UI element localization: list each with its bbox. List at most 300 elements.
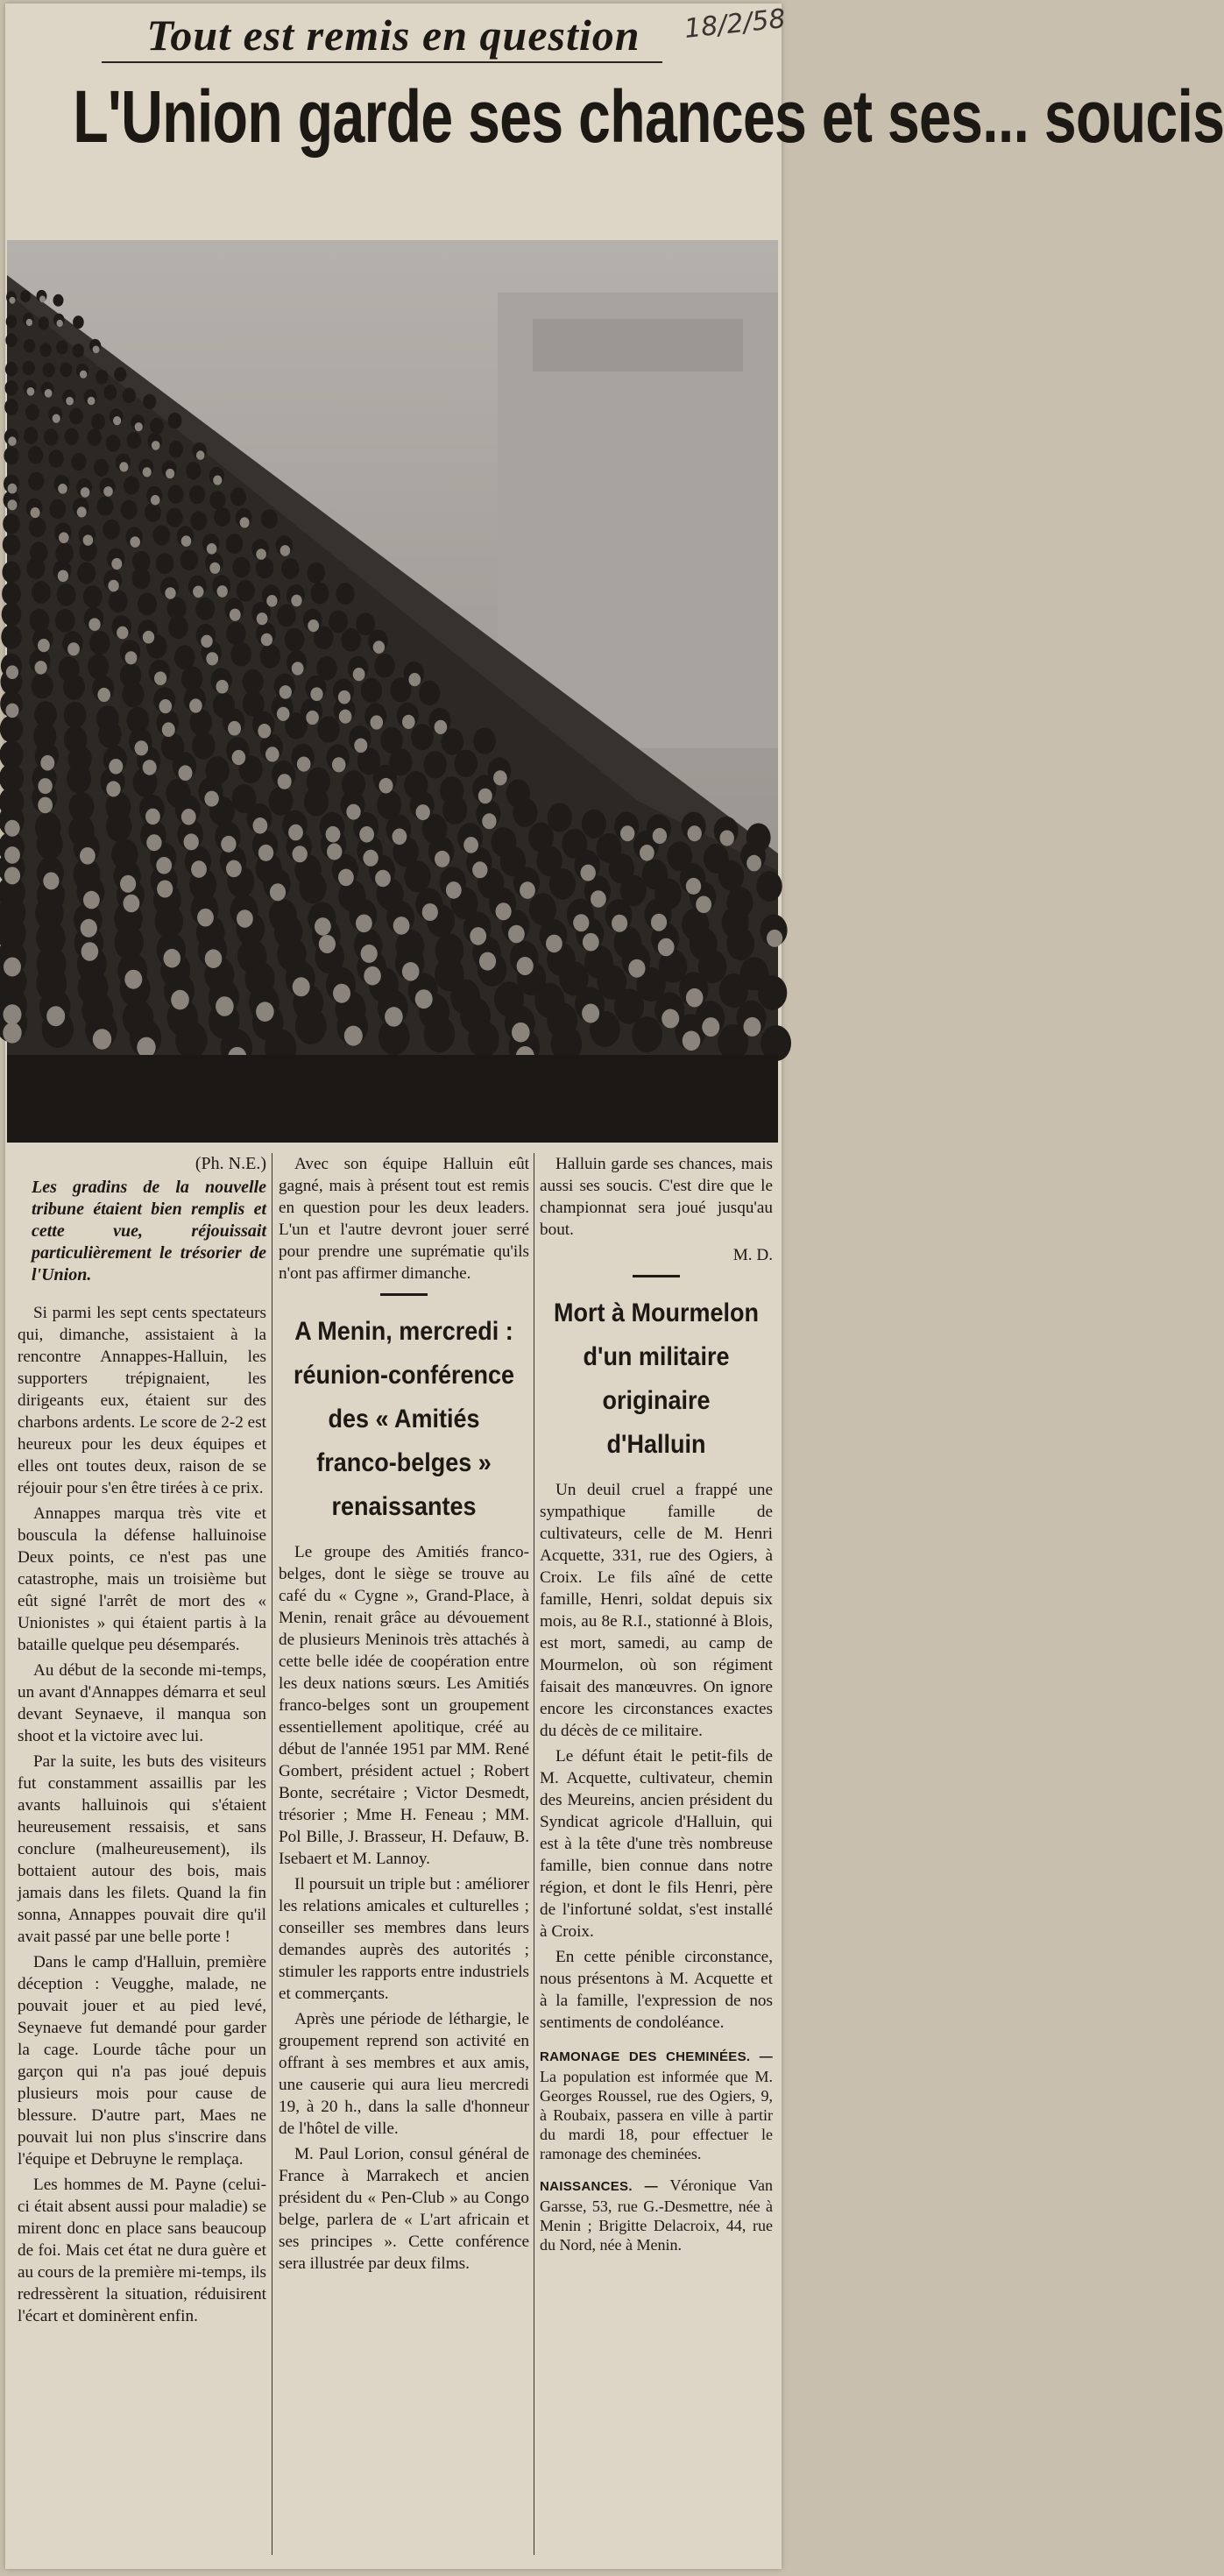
crowd-head xyxy=(98,721,121,748)
crowd-head xyxy=(94,459,109,477)
crowd-face xyxy=(113,416,121,425)
crowd-head xyxy=(138,593,157,616)
crowd-head xyxy=(23,361,35,376)
mourmelon-paragraph: Un deuil cruel a frappé une sympathique famille de cultivateurs, celle de M. Henri Acquette, 331, rue des Ogiers, à Croix. Le fils aîné de cette famille, Henri, soldat depuis six mois, au 8e R.I., stationné à Blois, est mort, samedi, au camp de Mourmelon, où son régiment faisait des manœuvres. On ignore encore les circonstances exactes du décès de ce militaire. xyxy=(540,1481,773,1740)
crowd-face xyxy=(109,759,123,775)
crowd-face xyxy=(66,397,74,406)
crowd-head xyxy=(150,418,164,435)
crowd-face xyxy=(152,441,160,450)
crowd-face xyxy=(573,914,589,931)
crowd-face xyxy=(10,297,16,304)
crowd-head xyxy=(281,558,299,579)
crowd-face xyxy=(196,450,205,460)
crowd-face xyxy=(353,668,365,681)
crowd-head xyxy=(336,583,355,605)
crowd-face xyxy=(371,715,384,729)
crowd-face xyxy=(746,855,761,872)
crowd-head xyxy=(3,534,20,556)
crowd-face xyxy=(683,1031,701,1051)
crowd-face xyxy=(375,870,391,888)
crowd-head xyxy=(285,628,305,652)
crowd-head xyxy=(374,654,394,678)
crowd-face xyxy=(288,824,303,841)
crowd-face xyxy=(6,665,18,679)
crowd-face xyxy=(496,902,512,920)
crowd-head xyxy=(29,517,46,537)
crowd-head xyxy=(4,447,18,464)
crowd-face xyxy=(124,970,142,989)
crowd-face xyxy=(216,680,229,694)
crowd-face xyxy=(58,484,67,494)
crowd-head xyxy=(719,973,748,1008)
crowd-head xyxy=(73,343,84,357)
crowd-face xyxy=(338,690,350,704)
crowd-face xyxy=(326,826,341,843)
notice-text: Véronique Van Garsse, 53, rue G.-Desmettre, née à Menin ; Brigitte Delacroix, 44, rue du Nord, née à Menin. xyxy=(540,2176,773,2254)
crowd-face xyxy=(26,319,32,326)
menin-paragraph: Il poursuit un triple but : améliorer les relations amicales et culturelles ; conseiller ses membres dans leurs demandes auprès des autorités ; stimuler les rapports entre industriels et commerçants. xyxy=(279,1875,529,2003)
notice-naissances xyxy=(540,2176,773,2254)
crowd-face xyxy=(181,809,196,825)
crowd-face xyxy=(4,958,21,977)
crowd-face xyxy=(4,846,20,864)
crowd-face xyxy=(338,869,354,887)
crowd-face xyxy=(232,750,246,765)
crowd-head xyxy=(237,580,255,602)
crowd-face xyxy=(332,757,346,772)
crowd-face xyxy=(209,563,220,574)
article-paragraph: Dans le camp d'Halluin, première déception : Veugghe, malade, ne pouvait jouer et au pied levé, Seynaeve fut demandé pour garder la cage. Lourde tâche pour un garçon qui n'a pas joué depuis plusieurs mois pour cause de blessure. D'autre part, Maes ne pouvait lui non plus s'inscrire dans l'équipe et Debruyne le remplaça. xyxy=(18,1953,266,2169)
crowd-face xyxy=(306,711,319,725)
crowd-head xyxy=(63,674,85,699)
crowd-head xyxy=(424,1016,456,1052)
crowd-face xyxy=(39,296,46,303)
crowd-head xyxy=(424,751,447,778)
crowd-face xyxy=(435,851,449,867)
article-signature: M. D. xyxy=(732,1246,773,1264)
crowd-face xyxy=(230,609,241,621)
crowd-face xyxy=(257,612,268,625)
crowd-head xyxy=(256,557,273,578)
crowd-head xyxy=(718,860,744,891)
crowd-face xyxy=(193,586,203,598)
crowd-face xyxy=(120,875,136,893)
crowd-face xyxy=(146,834,161,851)
crowd-head xyxy=(53,294,64,307)
crowd-face xyxy=(277,707,290,721)
crowd-face xyxy=(135,422,143,431)
crowd-face xyxy=(292,662,304,675)
mourmelon-heading: Mort à Mourmelon d'un militaire originaire d'Halluin xyxy=(554,1299,759,1459)
crowd-face xyxy=(125,651,138,664)
crowd-head xyxy=(24,427,38,443)
crowd-face xyxy=(261,633,272,647)
crowd-head xyxy=(214,507,230,527)
crowd-face xyxy=(581,865,596,881)
crowd-face xyxy=(686,878,701,895)
crowd-head xyxy=(169,441,183,457)
crowd-head xyxy=(549,868,576,900)
crowd-face xyxy=(628,959,645,978)
crowd-face xyxy=(159,699,173,713)
crowd-face xyxy=(583,933,599,952)
crowd-head xyxy=(442,796,467,824)
notice-text: La population est informée que M. Georges Roussel, rue des Ogiers, 9, à Roubaix, passera en ville à partir du mardi 18, pour effectuer le ramonage des cheminées. xyxy=(540,2068,773,2162)
crowd-head xyxy=(405,861,431,893)
crowd-head xyxy=(5,362,18,377)
crowd-head xyxy=(121,500,138,520)
crowd-face xyxy=(363,850,378,867)
crowd-head xyxy=(28,446,43,464)
kicker-underline xyxy=(102,61,662,63)
crowd-face xyxy=(154,671,166,685)
crowd-face xyxy=(143,631,154,644)
crowd-face xyxy=(435,720,448,734)
crowd-head xyxy=(192,732,215,760)
crowd-head xyxy=(726,928,754,960)
crowd-face xyxy=(256,1001,274,1022)
crowd-face xyxy=(379,778,393,794)
crowd-face xyxy=(696,896,711,914)
crowd-face xyxy=(346,804,360,820)
crowd-face xyxy=(8,484,18,494)
crowd-face xyxy=(189,698,202,712)
crowd-head xyxy=(106,435,120,451)
crowd-face xyxy=(582,1004,599,1023)
crowd-head xyxy=(419,681,440,705)
crowd-face xyxy=(67,642,80,655)
crowd-face xyxy=(253,817,268,834)
crowd-face xyxy=(162,722,175,737)
crowd-head xyxy=(411,724,434,750)
crowd-face xyxy=(80,847,96,865)
notice-ramonage xyxy=(540,2046,773,2163)
crowd-face xyxy=(310,687,322,701)
crowd-illustration xyxy=(7,240,778,1143)
crowd-face xyxy=(88,618,100,631)
crowd-head xyxy=(103,385,117,400)
article-paragraph: Par la suite, les buts des visiteurs fut constamment assaillis par les avants halluinois qui s'étaient heureusement ressaisis, et sans conclure (malheureusement), ils bottaient autour des bois, mais jamais dans les filets. Quand la fin sonna, Annappes pouvait dire qu'il avait passé par une belle porte ! xyxy=(18,1752,266,1946)
crowd-face xyxy=(81,919,97,938)
crowd-face xyxy=(88,397,96,406)
crowd-face xyxy=(315,917,331,936)
crowd-head xyxy=(261,509,278,528)
crowd-head xyxy=(69,408,83,425)
crowd-face xyxy=(512,1023,530,1043)
crowd-head xyxy=(582,810,606,839)
crowd-head xyxy=(77,563,96,584)
crowd-face xyxy=(4,820,19,837)
crowd-face xyxy=(145,809,160,825)
crowd-head xyxy=(44,428,58,445)
column-middle xyxy=(279,1153,529,2278)
crowd-head xyxy=(132,568,151,590)
notice-label: RAMONAGE DES CHEMINÉES. — xyxy=(540,2049,773,2064)
crowd-head xyxy=(145,503,161,522)
crowd-face xyxy=(472,861,487,878)
crowd-head xyxy=(89,631,110,655)
crowd-face xyxy=(408,673,421,686)
crowd-face xyxy=(171,990,189,1010)
crowd-face xyxy=(402,962,420,981)
crowd-face xyxy=(213,476,222,485)
crowd-head xyxy=(2,603,22,626)
crowd-head xyxy=(341,628,361,652)
crowd-head xyxy=(127,432,141,449)
crowd-head xyxy=(123,388,136,404)
crowd-face xyxy=(57,320,63,327)
column-left xyxy=(18,1153,266,2331)
crowd-face xyxy=(4,867,20,884)
crowd-head xyxy=(361,678,382,703)
photo-credit: (Ph. N.E.) xyxy=(195,1154,266,1173)
crowd-head xyxy=(175,1022,207,1059)
stadium-crowd-photo xyxy=(7,240,778,1143)
crowd-head xyxy=(103,520,120,540)
crowd-head xyxy=(455,750,478,777)
crowd-head xyxy=(37,829,63,860)
crowd-head xyxy=(226,622,246,646)
crowd-face xyxy=(339,710,352,724)
section-rule xyxy=(633,1275,680,1277)
crowd-face xyxy=(478,789,492,804)
crowd-head xyxy=(38,316,49,329)
crowd-face xyxy=(416,804,430,820)
crowd-face xyxy=(108,580,118,592)
crowd-face xyxy=(111,558,122,570)
crowd-head xyxy=(190,709,213,735)
crowd-head xyxy=(4,399,18,415)
crowd-head xyxy=(226,534,244,554)
crowd-head xyxy=(3,513,20,534)
article-paragraph: Halluin garde ses chances, mais aussi ses soucis. C'est dire que le championnat sera joué jusqu'au bout. xyxy=(540,1155,773,1239)
crowd-head xyxy=(3,562,21,584)
crowd-face xyxy=(157,881,173,898)
crowd-face xyxy=(46,1006,65,1026)
crowd-face xyxy=(197,909,214,927)
crowd-head xyxy=(83,585,103,608)
crowd-face xyxy=(364,966,381,986)
crowd-head xyxy=(60,363,72,378)
photo-caption: Les gradins de la nouvelle tribune étaient bien remplis et cette vue, réjouissait particulièrement le trésorier de l'Union. xyxy=(32,1178,266,1284)
crowd-face xyxy=(8,436,17,446)
crowd-head xyxy=(26,557,45,579)
crowd-face xyxy=(280,545,291,556)
crowd-head xyxy=(548,803,572,832)
crowd-face xyxy=(612,915,627,932)
crowd-face xyxy=(184,833,199,850)
crowd-face xyxy=(83,891,100,909)
crowd-face xyxy=(297,757,311,772)
crowd-head xyxy=(55,609,75,633)
crowd-face xyxy=(344,1026,363,1046)
crowd-head xyxy=(28,472,44,491)
crowd-face xyxy=(373,640,385,654)
crowd-face xyxy=(38,797,53,814)
crowd-face xyxy=(688,825,702,841)
crowd-face xyxy=(166,469,174,478)
menin-paragraph: M. Paul Lorion, consul général de France à Marrakech et ancien président du « Pen-Club » au Congo belge, parlera de « L'art africain et ses principes ». Cette conférence sera illustrée par deux films. xyxy=(279,2145,529,2273)
crowd-head xyxy=(91,414,105,430)
menin-heading: A Menin, mercredi : réunion-conférence des « Amitiés franco-belges » renaissantes xyxy=(293,1317,515,1521)
crowd-head xyxy=(473,728,496,754)
crowd-head xyxy=(56,341,67,355)
crowd-face xyxy=(4,1004,22,1024)
crowd-head xyxy=(96,370,108,385)
crowd-face xyxy=(119,462,128,471)
crowd-face xyxy=(720,831,734,846)
crowd-face xyxy=(191,860,207,878)
crowd-face xyxy=(58,570,68,583)
crowd-face xyxy=(415,989,433,1008)
crowd-face xyxy=(508,925,525,944)
crowd-face xyxy=(143,760,157,775)
crowd-face xyxy=(80,371,87,379)
crowd-face xyxy=(293,846,308,862)
crowd-head xyxy=(153,525,171,545)
crowd-head xyxy=(230,487,246,506)
crowd-face xyxy=(205,949,223,968)
crowd-head xyxy=(195,598,215,620)
crowd-face xyxy=(658,938,675,957)
crowd-face xyxy=(137,1037,155,1058)
crowd-face xyxy=(237,909,253,928)
crowd-head xyxy=(25,404,39,421)
crowd-face xyxy=(463,837,478,853)
crowd-face xyxy=(446,881,462,899)
crowd-face xyxy=(493,770,507,785)
crowd-face xyxy=(359,826,374,843)
crowd-face xyxy=(6,704,19,718)
crowd-face xyxy=(291,595,301,607)
crowd-face xyxy=(293,977,310,996)
crowd-head xyxy=(20,290,31,302)
crowd-face xyxy=(117,626,128,640)
crowd-head xyxy=(5,380,18,396)
crowd-face xyxy=(308,619,319,632)
crowd-face xyxy=(422,903,438,921)
crowd-face xyxy=(662,1009,679,1029)
crowd-face xyxy=(59,532,69,543)
crowd-face xyxy=(385,1007,403,1027)
crowd-face xyxy=(361,945,378,963)
crowd-face xyxy=(201,635,212,648)
crowd-head xyxy=(329,611,348,633)
crowd-head xyxy=(114,367,126,382)
crowd-face xyxy=(393,829,407,846)
crowd-face xyxy=(135,740,149,755)
crowd-face xyxy=(103,486,113,497)
crowd-face xyxy=(38,778,52,794)
crowd-head xyxy=(32,673,53,698)
crowd-face xyxy=(470,927,486,945)
crowd-head xyxy=(156,553,173,574)
crowd-face xyxy=(270,883,286,901)
article-paragraph: Avec son équipe Halluin eût gagné, mais à présent tout est remis en question pour les deux leaders. L'un et l'autre devront jouer serré pour prendre une suprématie qu'ils n'ont pas affirmer dimanche. xyxy=(279,1155,529,1283)
column-right xyxy=(540,1153,773,2258)
crowd-head xyxy=(122,682,144,707)
crowd-face xyxy=(216,996,234,1016)
crowd-face xyxy=(620,825,634,841)
crowd-head xyxy=(390,677,411,702)
article-paragraph: Si parmi les sept cents spectateurs qui, dimanche, assistaient à la rencontre Annappes-Halluin, les supporters trépignaient, les dirigeants eux, étaient sur des charbons ardents. Le score de 2-2 est heureux pour les deux équipes et elles ont toutes deux, raison de se réjouir pour s'en être tirées à ce prix. xyxy=(18,1304,266,1497)
crowd-face xyxy=(278,774,292,789)
crowd-face xyxy=(81,487,90,498)
crowd-face xyxy=(402,715,415,729)
mourmelon-paragraph: En cette pénible circonstance, nous présentons à M. Acquette et à la famille, l'expression de nos sentiments de condoléance. xyxy=(540,1948,773,2032)
crowd-face xyxy=(327,844,342,860)
crowd-head xyxy=(168,485,184,504)
crowd-face xyxy=(181,535,192,547)
crowd-head xyxy=(513,798,537,827)
crowd-face xyxy=(702,1017,719,1037)
headline: L'Union garde ses chances et ses... soucis xyxy=(73,75,1224,158)
crowd-head xyxy=(310,583,329,605)
crowd-face xyxy=(393,916,410,935)
crowd-head xyxy=(39,343,51,357)
crowd-face xyxy=(130,536,140,548)
crowd-face xyxy=(228,721,241,736)
crowd-face xyxy=(217,585,228,598)
crowd-head xyxy=(190,511,207,530)
crowd-head xyxy=(143,394,156,410)
crowd-head xyxy=(43,363,55,378)
crowd-head xyxy=(2,583,21,605)
crowd-face xyxy=(83,534,94,546)
crowd-face xyxy=(265,747,279,761)
menin-paragraph: Après une période de léthargie, le groupement reprend son activité en offrant à ses membres et aux amis, une causerie qui aura lieu mercredi 19, à 20 h., dans la salle d'honneur de l'hôtel de ville. xyxy=(279,2010,529,2138)
crowd-face xyxy=(97,688,110,702)
crowd-head xyxy=(49,499,66,519)
crowd-face xyxy=(206,652,218,665)
crowd-head xyxy=(304,788,329,817)
crowd-head xyxy=(632,1016,662,1052)
crowd-head xyxy=(300,872,327,904)
crowd-head xyxy=(180,549,198,570)
crowd-head xyxy=(71,453,86,471)
crowd-face xyxy=(143,467,152,477)
crowd-face xyxy=(520,881,535,899)
crowd-head xyxy=(166,508,183,527)
crowd-face xyxy=(479,952,496,971)
article-paragraph: Annappes marqua très vite et bouscula la défense halluinoise Deux points, ce n'est pas une catastrophe, mais un troisième but eût signé l'arrêt de mort des « Unionistes » qui étaient partis à la bataille quelque peu désemparés. xyxy=(18,1504,266,1654)
crowd-face xyxy=(204,791,218,807)
crowd-head xyxy=(24,339,35,353)
crowd-head xyxy=(65,428,79,445)
crowd-face xyxy=(31,507,40,518)
crowd-face xyxy=(106,781,120,796)
crowd-face xyxy=(207,543,217,555)
crowd-face xyxy=(45,389,53,398)
crowd-face xyxy=(3,1023,21,1044)
crowd-face xyxy=(517,957,534,975)
crowd-face xyxy=(35,661,47,675)
crowd-head xyxy=(0,715,23,742)
crowd-face xyxy=(591,890,606,908)
crowd-head xyxy=(32,581,51,604)
crowd-head xyxy=(209,491,225,509)
menin-paragraph: Le groupe des Amitiés franco-belges, dont le siège se trouve au café du « Cygne », Grand-Place, à Menin, renait grâce au dévouement de plusieurs Meninois très attachés à cette belle idée de coopération entre les deux nations sœurs. Les Amitiés franco-belges sont un groupement essentiellement apolitique, créé au début de l'année 1951 par MM. René Gombert, président actuel ; Robert Bonte, secrétaire ; Victor Desmedt, trésorier ; Mme H. Feneau ; MM. Pol Bille, J. Brasseur, H. Defauw, B. Isebaert et M. Lannoy. xyxy=(279,1543,529,1868)
crowd-face xyxy=(256,548,266,560)
article-paragraph: Au début de la seconde mi-temps, un avant d'Annappes démarra et seul devant Seynaeve, il manqua son shoot et la victoire avec lui. xyxy=(18,1661,266,1745)
crowd-head xyxy=(109,590,128,612)
crowd-head xyxy=(756,871,782,902)
crowd-face xyxy=(221,836,236,853)
crowd-face xyxy=(151,495,160,506)
crowd-head xyxy=(317,717,340,743)
crowd-face xyxy=(640,845,654,861)
crowd-face xyxy=(40,755,54,771)
